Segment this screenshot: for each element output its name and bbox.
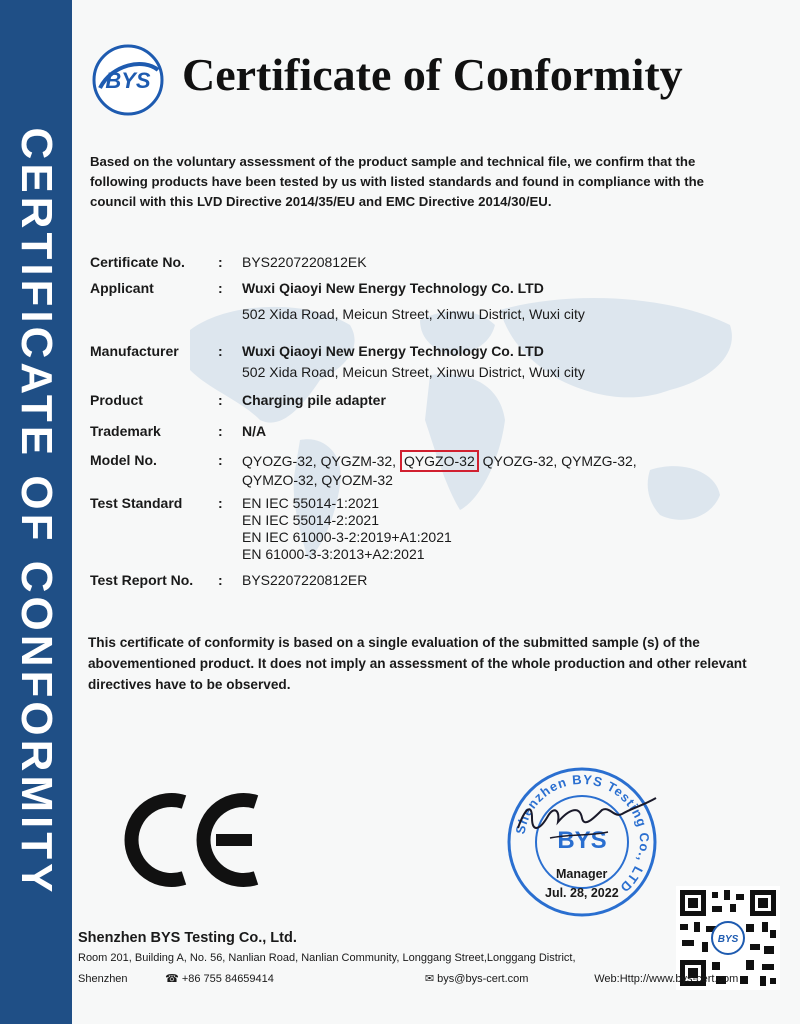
issuer-address-line1: Room 201, Building A, No. 56, Nanlian Road, Nanlian Community, Longgang Street,Longgang District, bbox=[78, 952, 576, 964]
applicant-address: 502 Xida Road, Meicun Street, Xinwu District, Wuxi city bbox=[242, 306, 585, 322]
issuer-email[interactable]: bys@bys-cert.com bbox=[437, 973, 529, 985]
certificate-title: Certificate of Conformity bbox=[182, 49, 683, 100]
model-item: QYMZG-32, bbox=[561, 453, 637, 469]
logo-text: BYS bbox=[105, 68, 151, 93]
stamp-center-text: BYS bbox=[557, 827, 607, 854]
colon: : bbox=[218, 254, 223, 270]
colon: : bbox=[218, 452, 223, 468]
stamp-ring-text: Shenzhen BYS Testing Co., LTD bbox=[512, 771, 653, 896]
test-standard-3: EN IEC 61000-3-2:2019+A1:2021 bbox=[242, 529, 452, 545]
product-label: Product bbox=[90, 392, 143, 408]
side-banner-text: CERTIFICATE OF CONFORMITY bbox=[12, 127, 61, 897]
bys-logo bbox=[92, 44, 164, 116]
trademark-label: Trademark bbox=[90, 423, 161, 439]
handwritten-signature bbox=[510, 788, 660, 858]
colon: : bbox=[218, 343, 223, 359]
product-value: Charging pile adapter bbox=[242, 392, 386, 408]
signatory-role: Manager bbox=[556, 867, 608, 881]
qr-logo-text: BYS bbox=[717, 934, 739, 945]
ce-mark-logo bbox=[118, 790, 268, 890]
test-report-label: Test Report No. bbox=[90, 572, 194, 588]
test-standard-1: EN IEC 55014-1:2021 bbox=[242, 495, 379, 511]
model-list-line2: QYMZO-32, QYOZM-32 bbox=[242, 472, 393, 488]
model-item-highlighted: QYGZO-32 bbox=[400, 450, 479, 472]
issue-date: Jul. 28, 2022 bbox=[545, 886, 619, 900]
colon: : bbox=[218, 495, 223, 511]
manufacturer-address: 502 Xida Road, Meicun Street, Xinwu District, Wuxi city bbox=[242, 364, 585, 380]
manufacturer-name: Wuxi Qiaoyi New Energy Technology Co. LTD bbox=[242, 343, 544, 359]
colon: : bbox=[218, 572, 223, 588]
issuer-company: Shenzhen BYS Testing Co., Ltd. bbox=[78, 930, 297, 946]
manufacturer-label: Manufacturer bbox=[90, 343, 179, 359]
trademark-value: N/A bbox=[242, 423, 267, 439]
model-item: QYOZG-32, bbox=[242, 453, 317, 469]
email-icon: ✉ bbox=[424, 973, 435, 985]
applicant-name: Wuxi Qiaoyi New Energy Technology Co. LTD bbox=[242, 280, 544, 296]
issuer-web[interactable]: Web:Http://www.bys-cert.com bbox=[594, 973, 739, 985]
model-item: QYOZG-32, bbox=[482, 453, 558, 469]
test-standard-4: EN 61000-3-3:2013+A2:2021 bbox=[242, 546, 425, 562]
colon: : bbox=[218, 280, 223, 296]
model-item: QYGZM-32, bbox=[320, 453, 397, 469]
certificate-no-label: Certificate No. bbox=[90, 254, 185, 270]
model-no-label: Model No. bbox=[90, 452, 157, 468]
issuer-phone: +86 755 84659414 bbox=[181, 973, 274, 985]
issuer-address-line2: Shenzhen bbox=[78, 973, 128, 985]
footnote-paragraph: This certificate of conformity is based on a single evaluation of the submitted sample (s) of the abovementioned product. It does not imply an assessment of the whole production and other relevant directives have to be observed. bbox=[88, 635, 747, 692]
test-standard-2: EN IEC 55014-2:2021 bbox=[242, 512, 379, 528]
model-list bbox=[242, 450, 722, 472]
certificate-no-value: BYS2207220812EK bbox=[242, 254, 367, 270]
side-banner bbox=[0, 0, 72, 1024]
intro-paragraph: Based on the voluntary assessment of the product sample and technical file, we confirm that the following products have been tested by us with listed standards and found in compliance with the council with this LVD Directive 2014/35/EU and EMC Directive 2014/30/EU. bbox=[90, 154, 705, 209]
colon: : bbox=[218, 392, 223, 408]
test-standard-label: Test Standard bbox=[90, 495, 183, 511]
test-report-value: BYS2207220812ER bbox=[242, 572, 368, 588]
phone-icon: ☎ bbox=[165, 973, 179, 985]
applicant-label: Applicant bbox=[90, 280, 154, 296]
colon: : bbox=[218, 423, 223, 439]
issuer-contact bbox=[78, 972, 738, 985]
